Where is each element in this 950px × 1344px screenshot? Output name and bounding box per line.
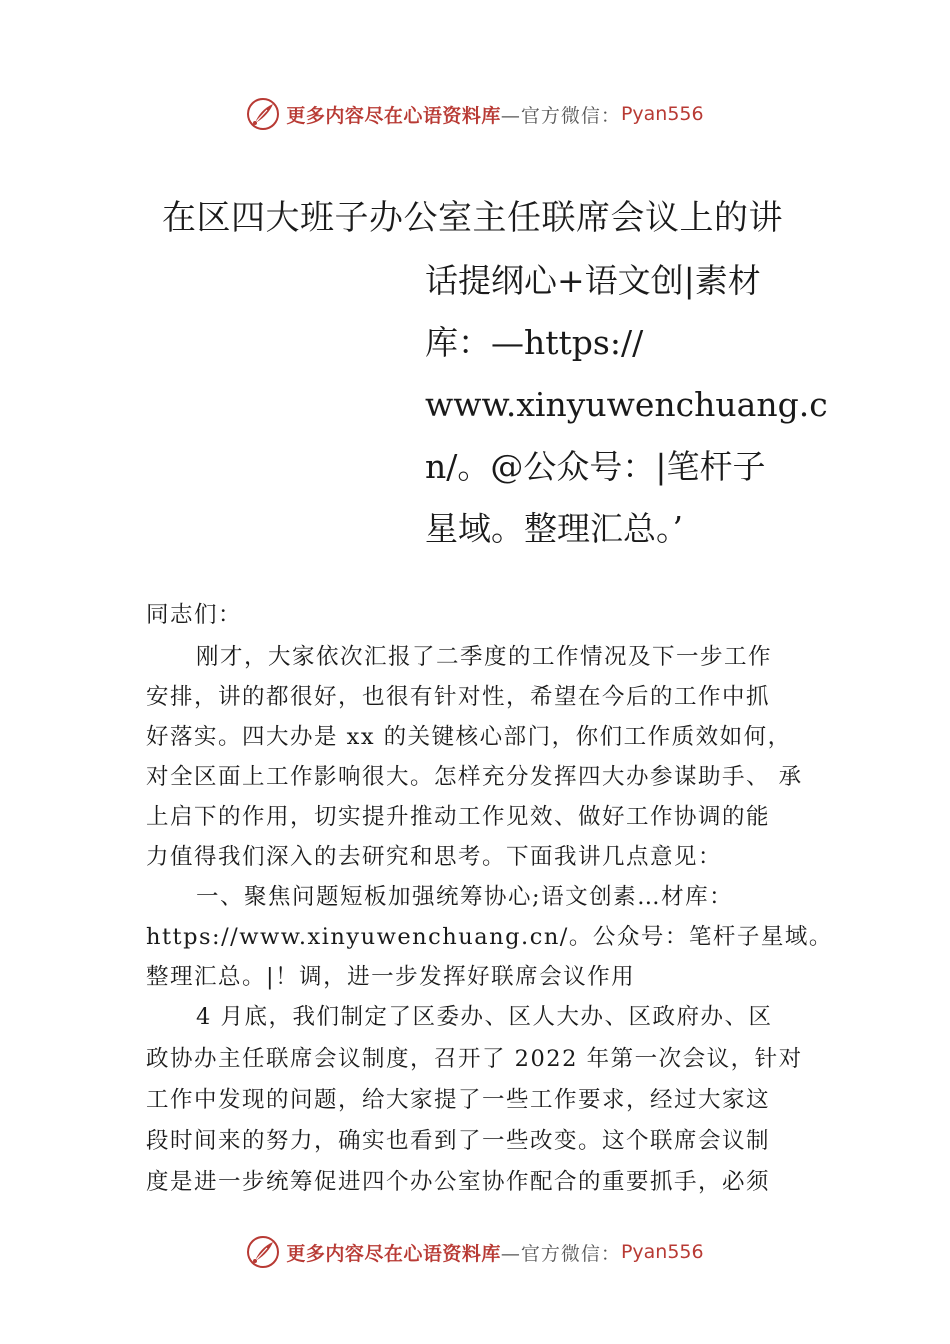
section-heading-line: 整理汇总。|！调，进一步发挥好联席会议作用 — [146, 964, 636, 990]
footer-banner — [0, 1230, 950, 1274]
banner-wechat-label: —官方微信： — [500, 1242, 621, 1265]
banner-wechat-id: Pyan556 — [620, 1241, 704, 1263]
title-line: 星域。整理汇总。’ — [425, 509, 683, 548]
banner-wechat-id: Pyan556 — [620, 103, 704, 125]
title-line: n/。@公众号：|笔杆子 — [425, 447, 766, 486]
body-line: 工作中发现的问题，给大家提了一些工作要求，经过大家这 — [146, 1087, 771, 1113]
body-line: 上启下的作用，切实提升推动工作见效、做好工作协调的能 — [146, 804, 771, 830]
body-line: 刚才，大家依次汇报了二季度的工作情况及下一步工作 — [196, 644, 773, 670]
body-line: 政协办主任联席会议制度，召开了 2022 年第一次会议，针对 — [146, 1046, 803, 1072]
feather-pen-logo-icon — [246, 97, 280, 131]
banner-library-text: 更多内容尽在心语资料库 — [286, 104, 501, 127]
document-title-continuation — [425, 250, 828, 560]
body-line: 对全区面上工作影响很大。怎样充分发挥四大办参谋助手、 承 — [146, 764, 803, 790]
banner-wechat-label: —官方微信： — [500, 104, 621, 127]
body-line: 4 月底，我们制定了区委办、区人大办、区政府办、区 — [196, 1004, 773, 1030]
title-line: 话提纲心+语文创|素材 — [425, 261, 761, 300]
feather-pen-logo-icon — [246, 1235, 280, 1269]
document-title-line1: 在区四大班子办公室主任联席会议上的讲 — [162, 198, 783, 238]
section-heading-line: https://www.xinyuwenchuang.cn/。公众号：笔杆子星域。 — [146, 924, 833, 950]
body-line: 力值得我们深入的去研究和思考。下面我讲几点意见： — [146, 844, 723, 870]
header-banner — [0, 92, 950, 136]
body-line: 段时间来的努力，确实也看到了一些改变。这个联席会议制 — [146, 1128, 771, 1154]
title-line: 库：—https:// — [425, 323, 644, 362]
salutation: 同志们： — [146, 602, 243, 628]
body-line: 安排，讲的都很好，也很有针对性，希望在今后的工作中抓 — [146, 684, 771, 710]
section-heading-line: 一、聚焦问题短板加强统筹协心;语文创素…材库： — [196, 884, 734, 910]
banner-library-text: 更多内容尽在心语资料库 — [286, 1242, 501, 1265]
body-line: 度是进一步统筹促进四个办公室协作配合的重要抓手，必须 — [146, 1169, 771, 1195]
title-line: www.xinyuwenchuang.c — [425, 385, 828, 424]
body-line: 好落实。四大办是 xx 的关键核心部门，你们工作质效如何， — [146, 724, 792, 750]
